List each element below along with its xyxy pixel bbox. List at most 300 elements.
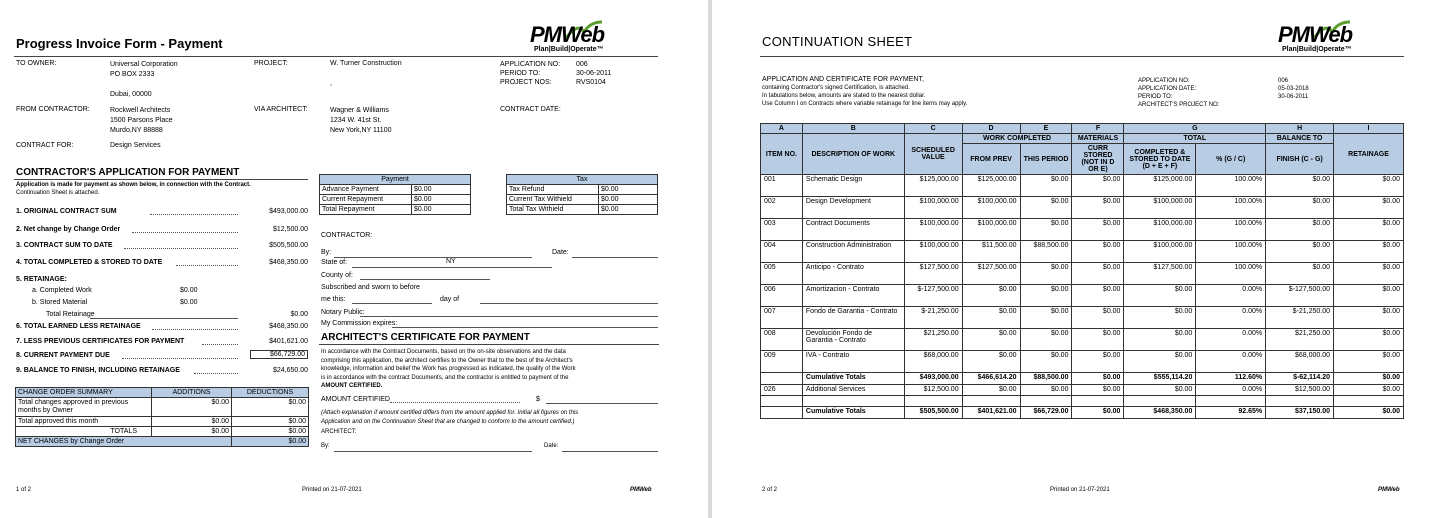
county-label: County of: — [321, 272, 353, 279]
line-value: $24,650.00 — [272, 367, 308, 374]
continuation-intro — [762, 76, 967, 108]
table-cell: $0.00 — [599, 185, 658, 195]
column-header: DEDUCTIONS — [232, 388, 309, 398]
day-of-label: day of — [440, 296, 460, 303]
certificate-line: knowledge, information and belief the Work has progressed as indicated, the quality of the Work — [321, 366, 576, 372]
table-cell: Advance Payment — [320, 185, 412, 195]
table-cell: $466,614.20 — [962, 373, 1020, 385]
table-cell: $0.00 — [1072, 285, 1124, 307]
footer-printed-on: Printed on 21-07-2021 — [1050, 487, 1110, 493]
me-this-line[interactable] — [352, 303, 432, 304]
total-retainage-value: $0.00 — [290, 311, 308, 318]
current-payment-due-value: $66,729.00 — [250, 350, 308, 359]
table-cell: $0.00 — [962, 307, 1020, 329]
line-label: 1. ORIGINAL CONTRACT SUM — [16, 208, 117, 215]
architect-by-line[interactable] — [334, 451, 532, 452]
column-letter: H — [1266, 124, 1334, 134]
table-cell: $0.00 — [1266, 175, 1334, 197]
county-line[interactable] — [360, 279, 490, 280]
column-header: ADDITIONS — [152, 388, 232, 398]
notary-line[interactable] — [360, 316, 658, 317]
certificate-line: is in accordance with the contract Documents, and the contractor is entitled to payment of the — [321, 374, 569, 381]
table-cell: $100,000.00 — [962, 219, 1020, 241]
state-line[interactable] — [352, 267, 552, 268]
continuation-meta — [1138, 77, 1309, 109]
date-line[interactable] — [572, 257, 658, 258]
leader-dots — [194, 373, 238, 374]
meta-label: ARCHITECT'S PROJECT NO: — [1138, 102, 1220, 108]
app-no-value: 006 — [576, 61, 588, 68]
table-cell: $0.00 — [1266, 263, 1334, 285]
by-signature-line[interactable] — [334, 257, 532, 258]
line-label: 3. CONTRACT SUM TO DATE — [16, 242, 113, 249]
period-value: 30-06-2011 — [576, 70, 612, 77]
table-cell: $-21,250.00 — [1266, 307, 1334, 329]
table-cell: $0.00 — [1334, 219, 1404, 241]
table-cell: $0.00 — [962, 285, 1020, 307]
table-cell: 003 — [761, 219, 803, 241]
contractor-sig-label: CONTRACTOR: — [321, 232, 373, 239]
table-cell — [962, 396, 1020, 407]
column-header: THIS PERIOD — [1020, 144, 1072, 175]
column-header: TOTAL — [1124, 134, 1266, 144]
contract-for-label: CONTRACT FOR: — [16, 142, 74, 149]
page-title: Progress Invoice Form - Payment — [16, 36, 223, 51]
retainage-stored-value: $0.00 — [180, 299, 198, 306]
table-cell: $0.00 — [1334, 407, 1404, 419]
table-cell: IVA - Contrato — [802, 351, 904, 373]
table-cell: $0.00 — [1072, 373, 1124, 385]
table-row — [507, 195, 658, 205]
table-cell: $0.00 — [962, 385, 1020, 396]
footer-brand: PMWeb — [1378, 487, 1400, 493]
table-cell: $0.00 — [1334, 197, 1404, 219]
table-cell: $0.00 — [1020, 351, 1072, 373]
column-letter: B — [802, 124, 904, 134]
table-cell: $0.00 — [1072, 307, 1124, 329]
table-cell: 001 — [761, 175, 803, 197]
table-cell: $-127,500.00 — [904, 285, 962, 307]
table-cell: $0.00 — [232, 427, 309, 437]
table-cell: Cumulative Totals — [802, 373, 904, 385]
pmweb-logo — [530, 22, 660, 56]
table-cell: Tax Refund — [507, 185, 599, 195]
app-no-label: APPLICATION NO: — [500, 61, 561, 68]
leader-dots — [390, 402, 520, 403]
table-cell: $0.00 — [1124, 385, 1196, 396]
period-label: PERIOD TO: — [500, 70, 541, 77]
table-row — [761, 329, 1404, 351]
table-cell: $127,500.00 — [962, 263, 1020, 285]
meta-value: 05-03-2018 — [1278, 86, 1309, 92]
table-cell: $0.00 — [1020, 219, 1072, 241]
by-label: By: — [321, 249, 332, 256]
table-cell: Amortizacion - Contrato — [802, 285, 904, 307]
application-heading: CONTRACTOR'S APPLICATION FOR PAYMENT — [16, 167, 240, 178]
table-cell: $0.00 — [1266, 241, 1334, 263]
table-cell: $68,000.00 — [1266, 351, 1334, 373]
amount-certified-line[interactable] — [546, 403, 658, 404]
project-label: PROJECT: — [254, 60, 288, 67]
table-cell: $0.00 — [1334, 175, 1404, 197]
architect-label: ARCHITECT: — [321, 429, 357, 435]
table-cell: Total Tax Withield — [507, 205, 599, 215]
column-header: Payment — [320, 175, 471, 185]
table-cell: $0.00 — [1334, 263, 1404, 285]
table-cell: $68,000.00 — [904, 351, 962, 373]
table-cell: $0.00 — [1334, 307, 1404, 329]
table-cell: Current Repayment — [320, 195, 412, 205]
architect-line: Wagner & Williams — [330, 107, 389, 114]
me-this-label: me this: — [321, 296, 346, 303]
table-cell: $12,500.00 — [904, 385, 962, 396]
table-cell: $-21,250.00 — [904, 307, 962, 329]
table-cell: $88,500.00 — [1020, 241, 1072, 263]
table-cell: $0.00 — [599, 195, 658, 205]
attach-line: (Attach explanation if amount certified differs from the amount applied for. Initial all figures on this — [321, 410, 579, 416]
table-cell: Total changes approved in previous months by Owner — [16, 398, 152, 417]
table-cell: $0.00 — [1266, 197, 1334, 219]
footer-brand: PMWeb — [630, 487, 652, 493]
table-cell: $21,250.00 — [1266, 329, 1334, 351]
certificate-text — [321, 348, 576, 391]
table-cell: $0.00 — [1124, 329, 1196, 351]
page-title: CONTINUATION SHEET — [762, 34, 913, 49]
column-header: % (G / C) — [1196, 144, 1266, 175]
date-label: Date: — [552, 249, 569, 256]
table-cell: $127,500.00 — [904, 263, 962, 285]
table-cell: $0.00 — [232, 437, 309, 447]
table-cell: $0.00 — [232, 398, 309, 417]
table-cell: $0.00 — [1072, 407, 1124, 419]
table-cell: $0.00 — [1334, 373, 1404, 385]
table-cell: Design Development — [802, 197, 904, 219]
dollar-sign: $ — [536, 396, 540, 403]
payment-box — [319, 174, 471, 215]
table-cell: Total Repayment — [320, 205, 412, 215]
retainage-stored-label: b. Stored Material — [32, 299, 88, 306]
table-cell: $0.00 — [1020, 175, 1072, 197]
table-cell: $0.00 — [1124, 285, 1196, 307]
table-cell: 100.00% — [1196, 263, 1266, 285]
table-cell: $0.00 — [152, 417, 232, 427]
project-value: W. Turner Construction — [330, 60, 402, 67]
table-cell: $88,500.00 — [1020, 373, 1072, 385]
certificate-heading: ARCHITECT'S CERTIFICATE FOR PAYMENT — [321, 332, 530, 343]
retainage-completed-label: a. Completed Work — [32, 287, 92, 294]
table-cell: Additional Services — [802, 385, 904, 396]
table-cell: $0.00 — [1020, 385, 1072, 396]
table-row — [761, 175, 1404, 197]
table-cell — [761, 373, 803, 385]
column-header: CURR STORED (NOT IN D OR E) — [1072, 144, 1124, 175]
table-row — [320, 185, 471, 195]
intro-line: APPLICATION AND CERTIFICATE FOR PAYMENT, — [762, 76, 924, 83]
contractor-address — [110, 106, 173, 136]
owner-line — [110, 80, 178, 90]
table-cell: $125,000.00 — [904, 175, 962, 197]
to-owner-label: TO OWNER: — [16, 60, 57, 67]
tax-box — [506, 174, 658, 215]
table-cell: 004 — [761, 241, 803, 263]
leader-dots — [152, 329, 238, 330]
table-cell: $100,000.00 — [904, 241, 962, 263]
table-cell — [1020, 396, 1072, 407]
table-cell: $125,000.00 — [962, 175, 1020, 197]
table-cell: $0.00 — [1072, 263, 1124, 285]
column-letter: E — [1020, 124, 1072, 134]
table-cell: 0.00% — [1196, 285, 1266, 307]
continuation-table-body — [761, 175, 1404, 419]
contractor-line: 1500 Parsons Place — [110, 117, 173, 124]
leader-dots — [122, 358, 238, 359]
header-divider — [14, 56, 658, 57]
table-cell: $0.00 — [412, 195, 471, 205]
table-cell: $0.00 — [1072, 351, 1124, 373]
table-cell — [761, 396, 803, 407]
table-cell: $555,114.20 — [1124, 373, 1196, 385]
attach-text — [321, 409, 578, 427]
table-cell: $0.00 — [599, 205, 658, 215]
cumulative-totals-row — [761, 407, 1404, 419]
column-header: FROM PREV — [962, 144, 1020, 175]
from-contractor-label: FROM CONTRACTOR: — [16, 106, 90, 113]
via-architect-label: VIA ARCHITECT: — [254, 106, 308, 113]
day-of-line[interactable] — [480, 303, 658, 304]
table-cell: $468,350.00 — [1124, 407, 1196, 419]
column-header: ITEM NO. — [761, 134, 803, 175]
line-value: $468,350.00 — [269, 323, 308, 330]
table-cell — [904, 396, 962, 407]
table-cell: 002 — [761, 197, 803, 219]
table-cell: 005 — [761, 263, 803, 285]
leader-dots — [150, 214, 238, 215]
certificate-heading-rule — [319, 344, 659, 345]
project-nos-label: PROJECT NOS: — [500, 79, 552, 86]
owner-line: PO BOX 2333 — [110, 71, 155, 78]
column-header: BALANCE TO — [1266, 134, 1334, 144]
table-row — [16, 427, 309, 437]
line-value: $401,621.00 — [269, 338, 308, 345]
net-changes-row — [16, 437, 309, 447]
table-cell: $0.00 — [1072, 329, 1124, 351]
table-cell: $100,000.00 — [1124, 197, 1196, 219]
table-cell: $0.00 — [152, 398, 232, 417]
line-label: 2. Net change by Change Order — [16, 226, 121, 233]
meta-label: APPLICATION DATE: — [1138, 86, 1197, 92]
table-cell: $-127,500.00 — [1266, 285, 1334, 307]
table-header-row — [507, 175, 658, 185]
continuation-page-2 — [712, 0, 1429, 518]
table-cell: $0.00 — [1072, 219, 1124, 241]
intro-line: Use Column I on Contracts where variable retainage for line items may apply. — [762, 101, 968, 107]
certificate-line: In accordance with the Contract Documents, based on the on-site observations and the data — [321, 349, 566, 355]
contractor-line: Murdo,NY 88888 — [110, 127, 163, 134]
table-row — [507, 205, 658, 215]
table-row — [320, 205, 471, 215]
table-cell: 0.00% — [1196, 307, 1266, 329]
column-header: CHANGE ORDER SUMMARY — [16, 388, 152, 398]
line-value: $12,500.00 — [272, 226, 308, 233]
table-cell: 006 — [761, 285, 803, 307]
table-cell: $0.00 — [1020, 263, 1072, 285]
meta-value: 30-06-2011 — [1278, 94, 1309, 100]
contract-date-label: CONTRACT DATE: — [500, 106, 561, 113]
table-cell: $0.00 — [1334, 241, 1404, 263]
table-cell — [1124, 396, 1196, 407]
table-cell — [1334, 396, 1404, 407]
table-cell: $401,621.00 — [962, 407, 1020, 419]
table-cell: $493,000.00 — [904, 373, 962, 385]
table-cell: $100,000.00 — [904, 197, 962, 219]
commission-line[interactable] — [392, 327, 658, 328]
table-cell: $127,500.00 — [1124, 263, 1196, 285]
table-cell: $0.00 — [1334, 285, 1404, 307]
table-row — [761, 307, 1404, 329]
attach-line: Application and on the Continuation Sheet that are changed to conform to the amount certified.) — [321, 419, 575, 425]
architect-line: 1234 W. 41st St. — [330, 117, 382, 124]
table-cell: $0.00 — [1334, 385, 1404, 396]
table-cell: $0.00 — [1072, 241, 1124, 263]
spacer-row — [761, 396, 1404, 407]
table-cell: $0.00 — [1334, 329, 1404, 351]
column-header: MATERIALS — [1072, 134, 1124, 144]
table-cell: $0.00 — [1020, 307, 1072, 329]
table-cell: 100.00% — [1196, 241, 1266, 263]
table-cell — [1072, 396, 1124, 407]
meta-value: 006 — [1278, 78, 1289, 84]
table-row — [507, 185, 658, 195]
column-header: COMPLETED & STORED TO DATE (D + E + F) — [1124, 144, 1196, 175]
table-cell: $0.00 — [1072, 197, 1124, 219]
meta-label: PERIOD TO: — [1138, 94, 1173, 100]
table-cell: $100,000.00 — [904, 219, 962, 241]
application-heading-rule — [14, 179, 308, 180]
state-value: NY — [446, 258, 456, 265]
table-cell: $21,250.00 — [904, 329, 962, 351]
table-cell: $66,729.00 — [1020, 407, 1072, 419]
table-cell: 026 — [761, 385, 803, 396]
line-label: 4. TOTAL COMPLETED & STORED TO DATE — [16, 259, 163, 266]
logo-web-text: Web — [561, 22, 605, 47]
table-cell: 0.00% — [1196, 385, 1266, 396]
owner-line: Universal Corporation — [110, 61, 178, 68]
continuation-table — [760, 123, 1404, 419]
table-cell: 0.00% — [1196, 329, 1266, 351]
table-row — [761, 197, 1404, 219]
leader-dots — [202, 344, 238, 345]
certificate-line: AMOUNT CERTIFIED. — [321, 383, 383, 389]
table-cell: $11,500.00 — [962, 241, 1020, 263]
table-cell: Devolución Fondo de Garantia - Contrato — [802, 329, 904, 351]
project-extra: , — [330, 80, 332, 87]
table-cell: $0.00 — [412, 205, 471, 215]
column-header: Tax — [507, 175, 658, 185]
table-row — [761, 351, 1404, 373]
logo-tagline: Plan|Build|Operate™ — [1282, 46, 1352, 53]
table-cell: $0.00 — [1072, 385, 1124, 396]
table-cell: 112.60% — [1196, 373, 1266, 385]
table-cell: $0.00 — [1020, 285, 1072, 307]
total-retainage-label: Total Retainage — [46, 311, 95, 318]
table-cell: Schematic Design — [802, 175, 904, 197]
table-cell: $0.00 — [1020, 329, 1072, 351]
table-row — [761, 385, 1404, 396]
column-header: FINISH (C - G) — [1266, 144, 1334, 175]
table-cell: 92.65% — [1196, 407, 1266, 419]
table-cell: $0.00 — [1266, 219, 1334, 241]
table-cell: $0.00 — [1334, 351, 1404, 373]
table-cell: $0.00 — [962, 329, 1020, 351]
invoice-page-1 — [0, 0, 708, 518]
architect-date-line[interactable] — [562, 451, 658, 452]
state-label: State of: — [321, 259, 348, 266]
table-cell: $0.00 — [152, 427, 232, 437]
table-cell: $125,000.00 — [1124, 175, 1196, 197]
line-value: $468,350.00 — [269, 259, 308, 266]
leader-dots — [132, 232, 238, 233]
header-divider — [760, 56, 1404, 57]
amount-certified-label: AMOUNT CERTIFIED — [321, 396, 390, 403]
architect-line: New York,NY 11100 — [330, 127, 392, 134]
column-letter: G — [1124, 124, 1266, 134]
intro-line: In tabulations below, amounts are stated to the nearest dollar. — [762, 93, 926, 99]
table-cell: $0.00 — [1072, 175, 1124, 197]
owner-address — [110, 60, 178, 100]
table-cell: Cumulative Totals — [802, 407, 904, 419]
intro-line: containing Contractor's signed Certification, is attached. — [762, 85, 910, 91]
table-row — [761, 241, 1404, 263]
table-cell: $0.00 — [412, 185, 471, 195]
table-cell: $0.00 — [232, 417, 309, 427]
architect-by-label: By: — [321, 443, 330, 449]
table-cell: Total approved this month — [16, 417, 152, 427]
table-header-row — [16, 388, 309, 398]
column-header: RETAINAGE — [1334, 134, 1404, 175]
meta-label: APPLICATION NO: — [1138, 78, 1190, 84]
table-cell — [1196, 396, 1266, 407]
column-letter: D — [962, 124, 1020, 134]
table-cell: 009 — [761, 351, 803, 373]
logo-pm-text: PM — [530, 22, 561, 47]
column-header-row — [761, 134, 1404, 144]
line-label: 8. CURRENT PAYMENT DUE — [16, 352, 110, 359]
table-row — [16, 417, 309, 427]
project-nos-value: RVS0104 — [576, 79, 606, 86]
table-cell: 0.00% — [1196, 351, 1266, 373]
column-letter-row — [761, 124, 1404, 134]
cumulative-totals-row — [761, 373, 1404, 385]
sworn-label: Subscribed and sworn to before — [321, 284, 420, 291]
pmweb-logo — [1278, 22, 1408, 56]
contractor-line: Rockwell Architects — [110, 107, 171, 114]
table-cell: $-62,114.20 — [1266, 373, 1334, 385]
notary-label: Notary Public: — [321, 309, 365, 316]
table-cell: $0.00 — [1124, 307, 1196, 329]
table-row — [320, 195, 471, 205]
table-cell: 007 — [761, 307, 803, 329]
table-cell: $0.00 — [1124, 351, 1196, 373]
column-header: SCHEDULED VALUE — [904, 134, 962, 175]
column-header: DESCRIPTION OF WORK — [802, 134, 904, 175]
change-order-summary-table — [15, 387, 309, 447]
table-cell: $505,500.00 — [904, 407, 962, 419]
table-cell: TOTALS — [16, 427, 152, 437]
footer-page-number: 1 of 2 — [16, 487, 32, 493]
leader-dots — [176, 265, 238, 266]
table-cell: $100,000.00 — [962, 197, 1020, 219]
leader-dots — [124, 248, 238, 249]
